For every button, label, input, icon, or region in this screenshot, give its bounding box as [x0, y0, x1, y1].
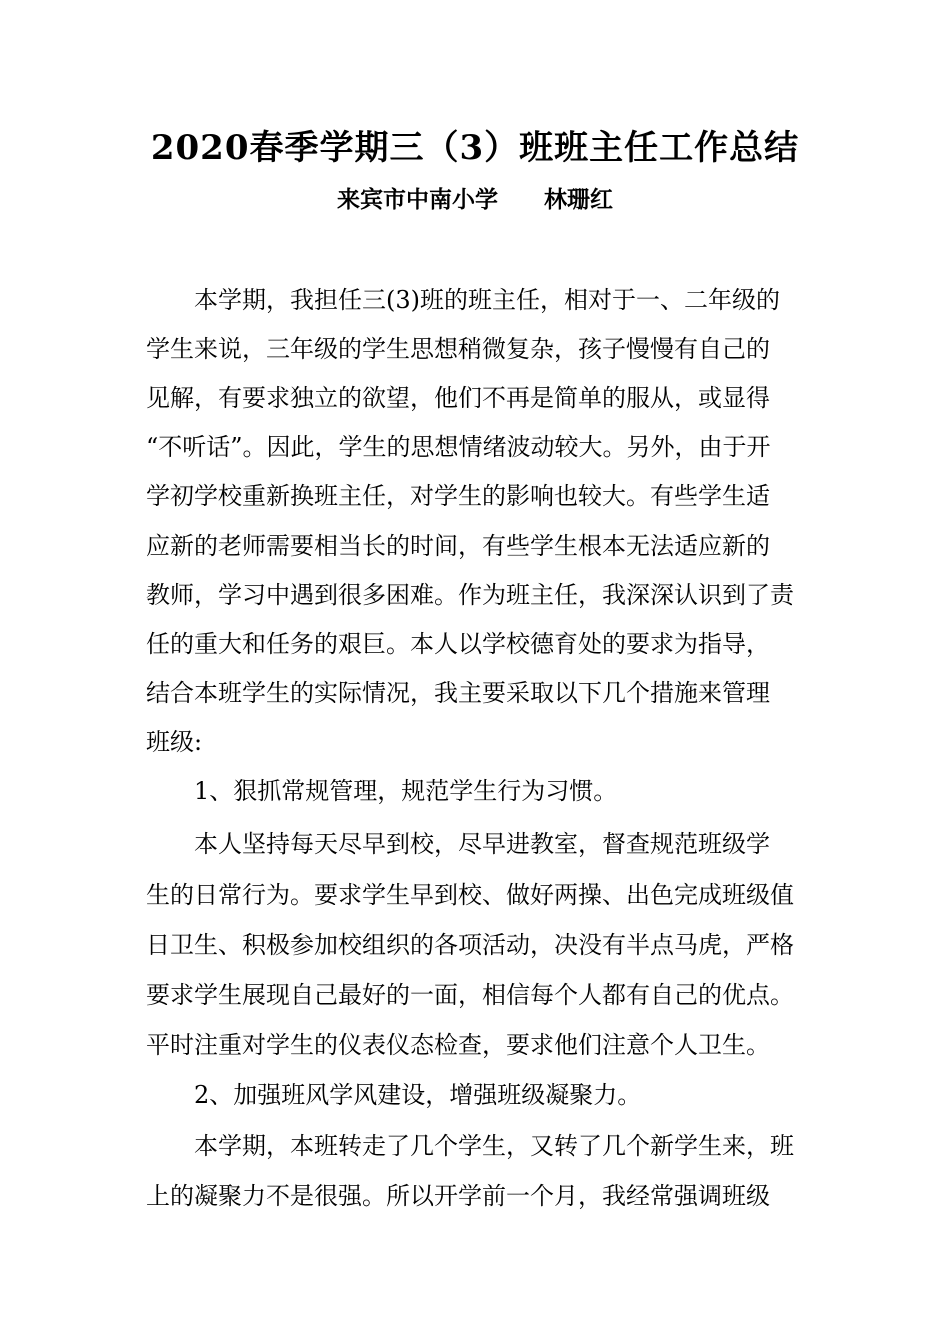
body-line: 学初学校重新换班主任，对学生的影响也较大。有些学生适 [146, 482, 770, 510]
body-line: 任的重大和任务的艰巨。本人以学校德育处的要求为指导， [146, 630, 770, 658]
body-line: 结合本班学生的实际情况，我主要采取以下几个措施来管理 [146, 679, 770, 707]
body-line: 学生来说，三年级的学生思想稍微复杂，孩子慢慢有自己的 [146, 335, 770, 363]
body-line: 本学期，本班转走了几个学生，又转了几个新学生来，班 [194, 1132, 794, 1160]
section-heading-2: 2、加强班风学风建设，增强班级凝聚力。 [194, 1081, 642, 1109]
body-line: 要求学生展现自己最好的一面，相信每个人都有自己的优点。 [146, 981, 794, 1009]
body-line: 应新的老师需要相当长的时间，有些学生根本无法适应新的 [146, 532, 770, 560]
body-line: 平时注重对学生的仪表仪态检查，要求他们注意个人卫生。 [146, 1031, 770, 1059]
body-line: 上的凝聚力不是很强。所以开学前一个月，我经常强调班级 [146, 1182, 770, 1210]
body-line: 日卫生、积极参加校组织的各项活动，决没有半点马虎，严格 [146, 931, 794, 959]
body-line: 本学期，我担任三(3)班的班主任，相对于一、二年级的 [194, 286, 780, 314]
author-name: 林珊红 [544, 186, 613, 213]
section-heading-1: 1、狠抓常规管理，规范学生行为习惯。 [194, 777, 618, 805]
body-line: 班级: [146, 728, 203, 756]
body-line: 教师，学习中遇到很多困难。作为班主任，我深深认识到了责 [146, 581, 794, 609]
body-line: 本人坚持每天尽早到校，尽早进教室，督查规范班级学 [194, 830, 770, 858]
body-line: “不听话”。因此，学生的思想情绪波动较大。另外，由于开 [146, 433, 771, 461]
document-title: 2020春季学期三（3）班班主任工作总结 [150, 128, 800, 168]
byline [0, 184, 950, 216]
school-name: 来宾市中南小学 [337, 186, 498, 213]
body-line: 生的日常行为。要求学生早到校、做好两操、出色完成班级值 [146, 881, 794, 909]
body-line: 见解，有要求独立的欲望，他们不再是简单的服从，或显得 [146, 384, 770, 412]
